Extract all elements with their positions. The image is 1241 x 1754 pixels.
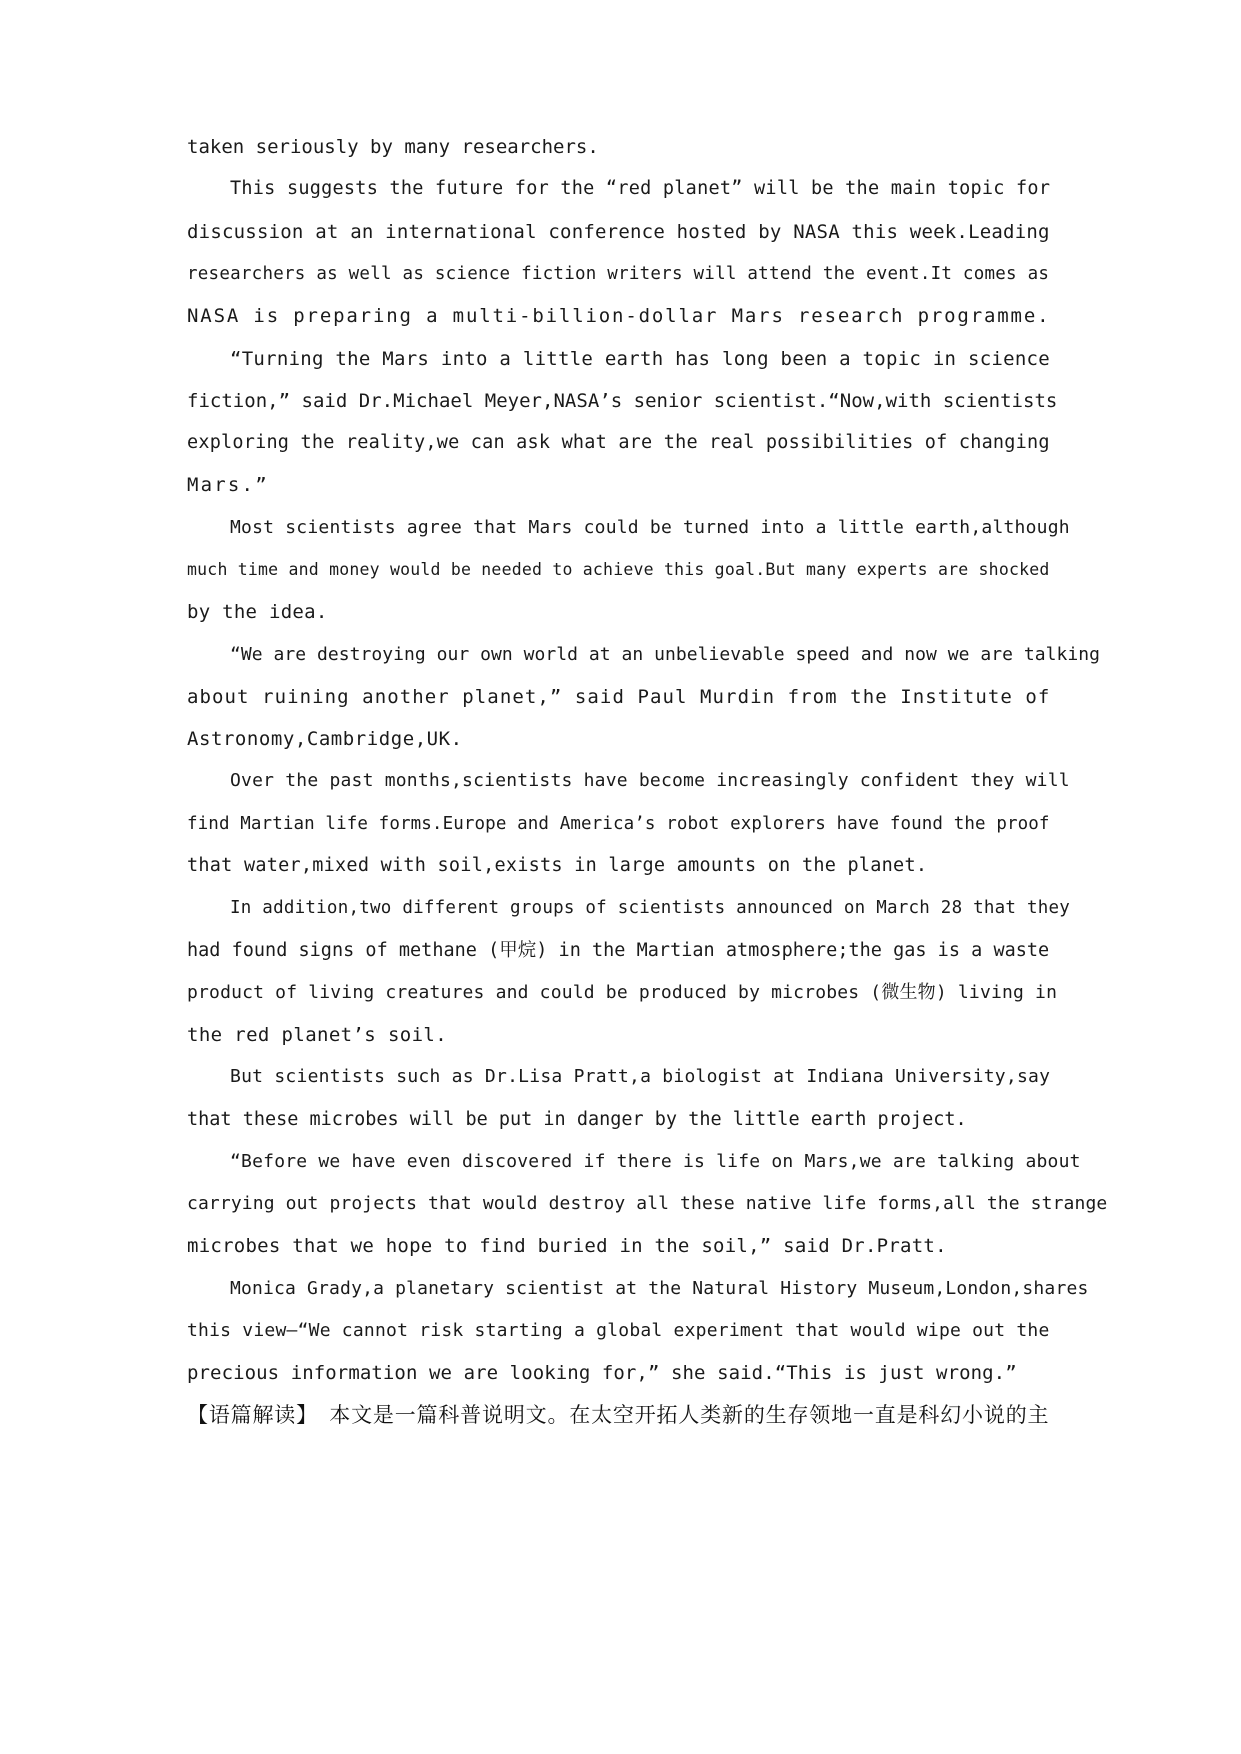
text-line: that these microbes will be put in danger by the little earth project. [187,1109,967,1130]
text-line: Most scientists agree that Mars could be turned into a little earth,although [230,517,1070,538]
text-line: this view—“We cannot risk starting a global experiment that would wipe out the [187,1320,1050,1341]
text-line: NASA is preparing a multi-billion-dollar Mars research programme. [187,305,1051,327]
text-line: Over the past months,scientists have become increasingly confident they will [230,770,1070,791]
text-line: Monica Grady,a planetary scientist at the Natural History Museum,London,shares [230,1278,1089,1299]
text-line: discussion at an international conference hosted by NASA this week.Leading [187,221,1050,243]
text-line: that water,mixed with soil,exists in large amounts on the planet. [187,855,928,876]
text-line: fiction,” said Dr.Michael Meyer,NASA’s senior scientist.“Now,with scientists [187,390,1058,412]
passage-analysis: 【语篇解读】 本文是一篇科普说明文。在太空开拓人类新的生存领地一直是科幻小说的主 [187,1403,1050,1427]
text-line: “Before we have even discovered if there is life on Mars,we are talking about [230,1151,1081,1172]
text-line: Mars.” [187,474,269,496]
text-line: “We are destroying our own world at an unbelievable speed and now we are talking [230,644,1100,665]
text-line: exploring the reality,we can ask what are the real possibilities of changing [187,432,1050,453]
text-line: product of living creatures and could be produced by microbes (微生物) living in [187,982,1058,1003]
text-line: microbes that we hope to find buried in the soil,” said Dr.Pratt. [187,1235,947,1257]
text-line: the red planet’s soil. [187,1024,448,1046]
text-line: find Martian life forms.Europe and America’s robot explorers have found the proof [187,814,1050,834]
text-line: Astronomy,Cambridge,UK. [187,728,463,750]
text-line: But scientists such as Dr.Lisa Pratt,a biologist at Indiana University,say [230,1066,1051,1087]
text-line: researchers as well as science fiction writers will attend the event.It comes as [187,264,1050,284]
text-line: much time and money would be needed to achieve this goal.But many experts are shocked [187,560,1050,579]
text-line: “Turning the Mars into a little earth has long been a topic in science [230,348,1050,370]
text-line: In addition,two different groups of scientists announced on March 28 that they [230,898,1071,918]
text-line: by the idea. [187,601,328,623]
text-line: taken seriously by many researchers. [187,136,599,158]
text-line: This suggests the future for the “red planet” will be the main topic for [230,178,1051,199]
text-line: had found signs of methane (甲烷) in the Martian atmosphere;the gas is a waste [187,940,1050,961]
text-line: about ruining another planet,” said Paul Murdin from the Institute of [187,686,1051,708]
text-line: precious information we are looking for,” she said.“This is just wrong.” [187,1362,1017,1384]
text-line: carrying out projects that would destroy all these native life forms,all the strange [187,1193,1108,1214]
